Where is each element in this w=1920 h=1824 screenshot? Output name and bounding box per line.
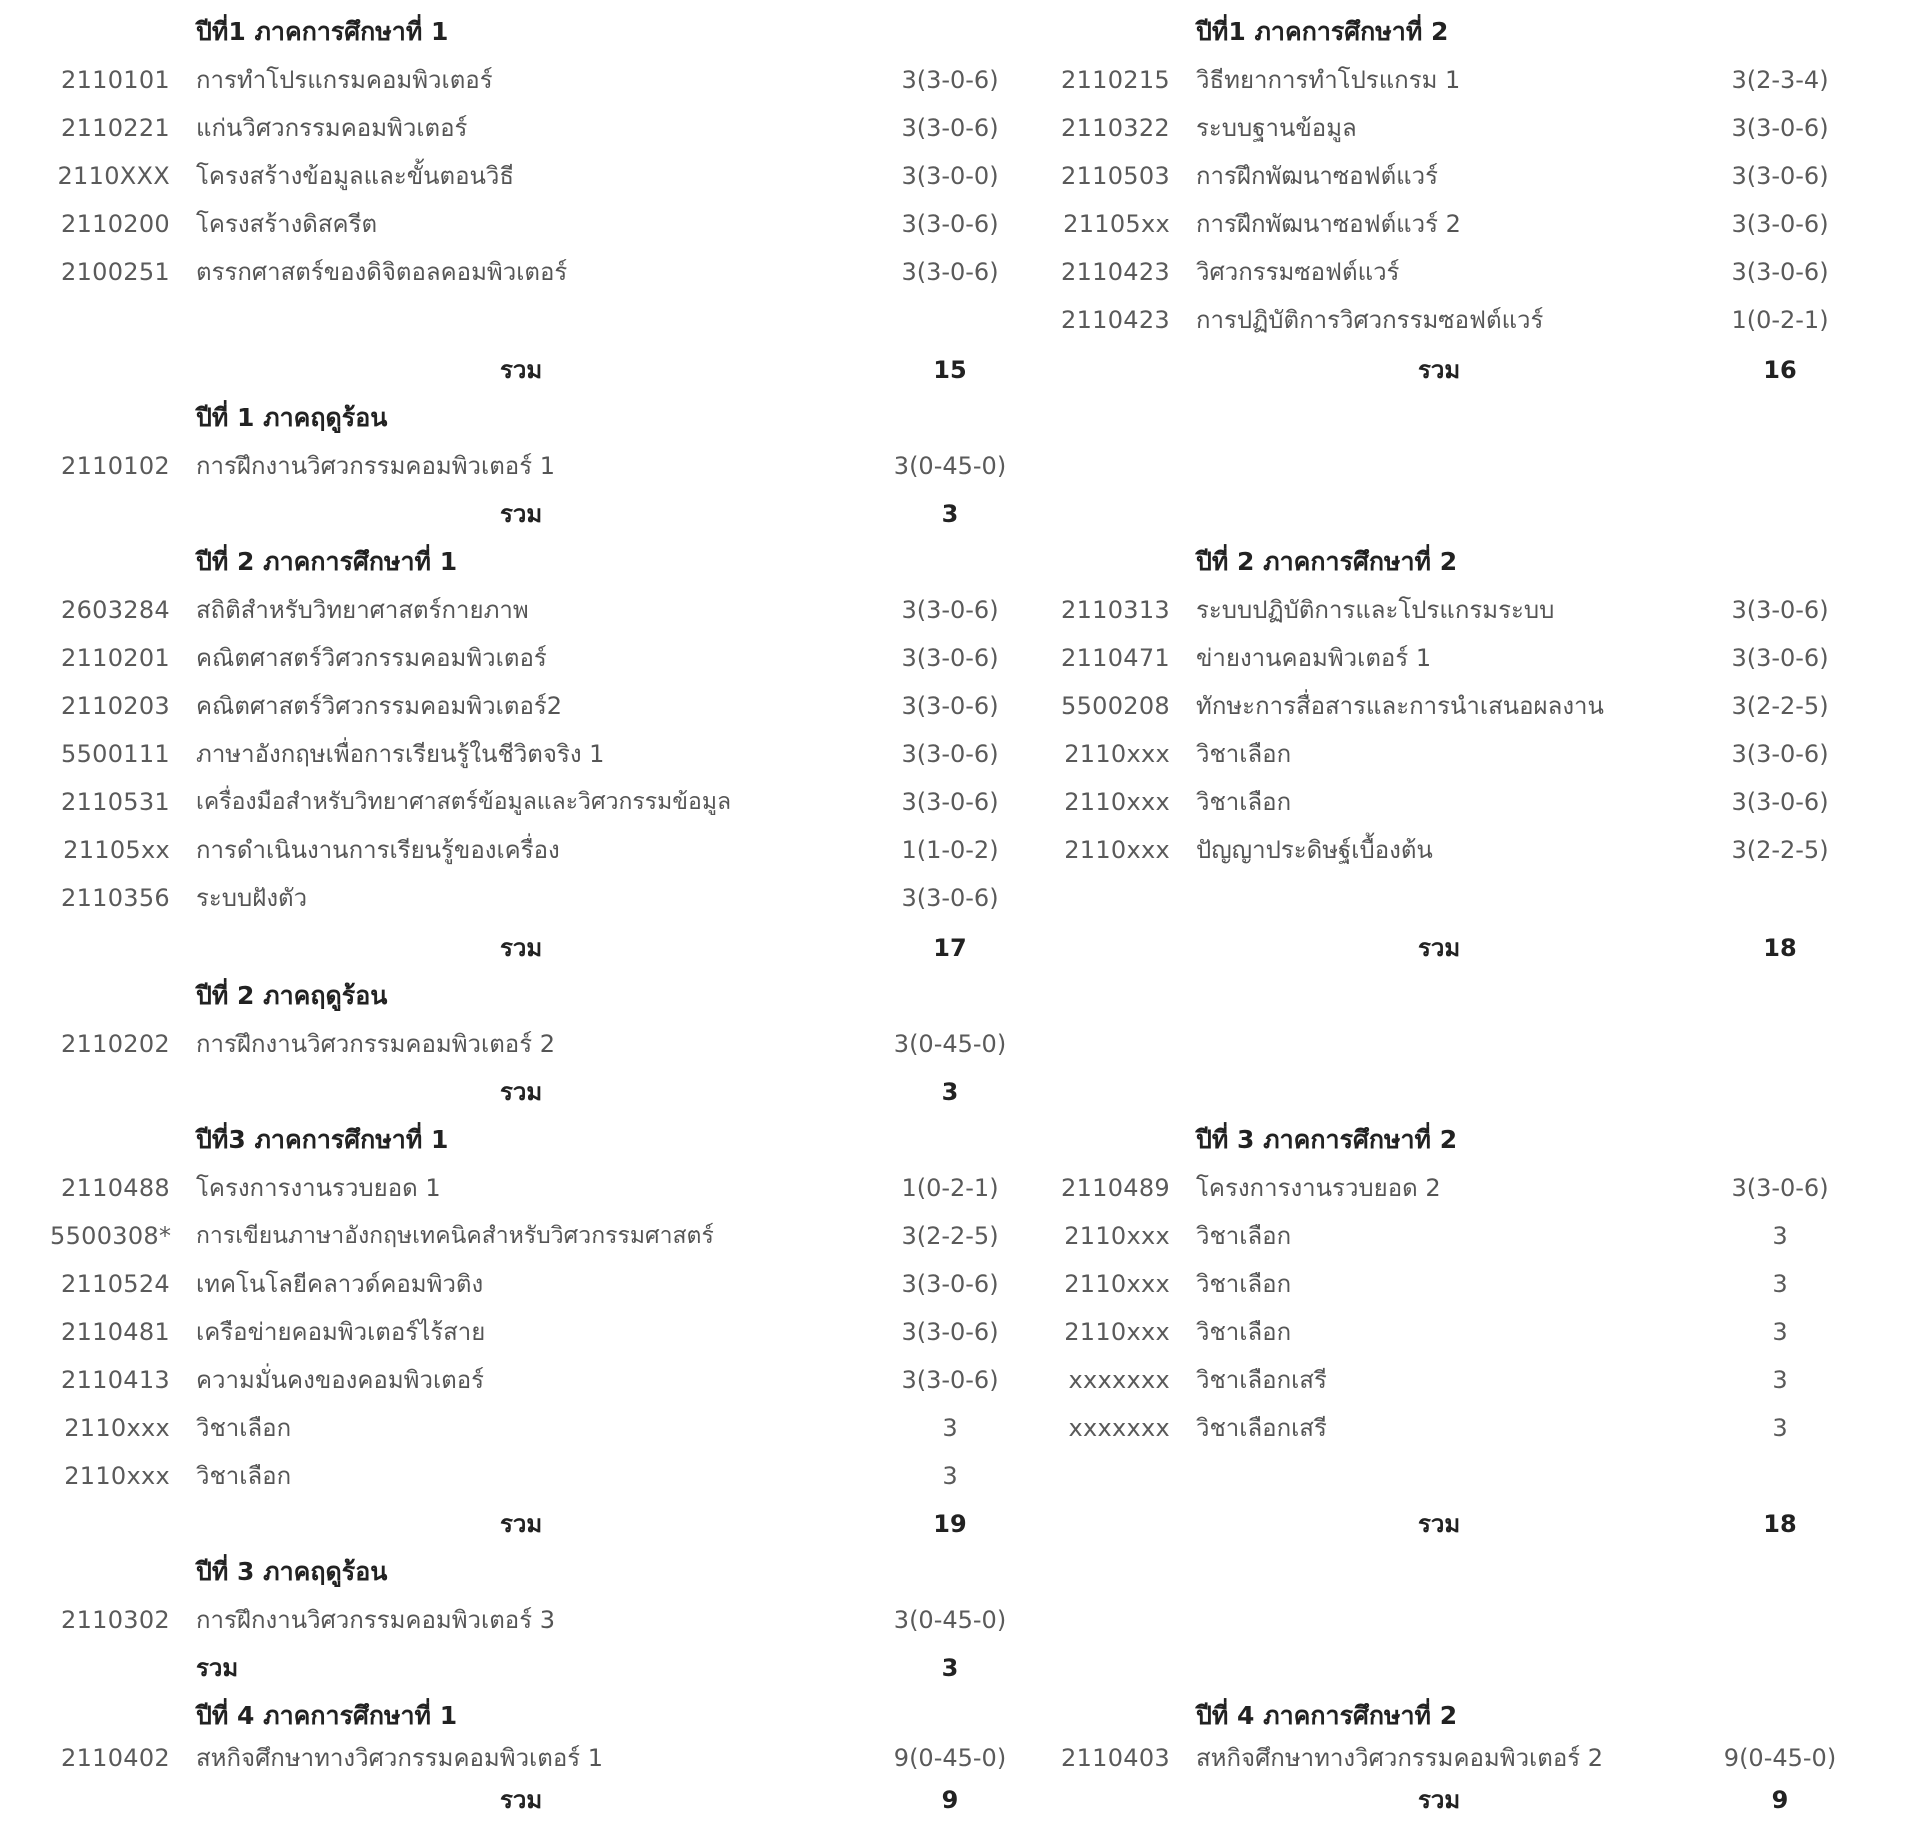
course-row [1000,296,1900,344]
course-credit: 3(0-45-0) [893,1030,1007,1058]
course-code: 2110489 [1061,1174,1170,1202]
course-code: 21105xx [63,836,170,864]
course-name: การเขียนภาษาอังกฤษเทคนิคสำหรับวิศวกรรมศาสตร์ [196,1223,714,1249]
total-value: 19 [933,1510,967,1538]
course-code: 2110471 [1061,644,1170,672]
course-credit: 3(2-2-5) [1731,692,1829,720]
course-code: 2110403 [1061,1744,1170,1772]
course-code: 2110xxx [1064,836,1170,864]
total-label: รวม [196,1654,239,1682]
total-label: รวม [500,1510,543,1538]
total-value: 9 [941,1786,959,1814]
course-credit: 3(3-0-6) [901,258,999,286]
course-row [1000,56,1900,104]
total-value: 9 [1771,1786,1789,1814]
course-row [1000,682,1900,730]
course-name: ข่ายงานคอมพิวเตอร์ 1 [1196,644,1432,672]
course-row [1000,1308,1900,1356]
course-row [0,874,1000,922]
course-credit: 3 [942,1414,958,1442]
course-row [1000,826,1900,874]
course-name: วิชาเลือก [196,1414,292,1442]
course-name: วิชาเลือกเสรี [1196,1366,1327,1394]
course-code: xxxxxxx [1068,1366,1170,1394]
course-row [0,1308,1000,1356]
section-heading: ปีที่ 3 ภาคฤดูร้อน [196,1557,388,1586]
course-code: 2110201 [61,644,170,672]
course-row [0,730,1000,778]
course-row [0,826,1000,874]
course-name: วิชาเลือก [1196,1318,1292,1346]
total-value: 17 [933,934,967,962]
course-credit: 1(1-0-2) [901,836,999,864]
course-credit: 3 [942,1462,958,1490]
section-heading: ปีที่ 2 ภาคการศึกษาที่ 2 [1196,547,1458,576]
course-row [1000,1260,1900,1308]
course-row [0,1452,1000,1500]
course-credit: 3(2-2-5) [1731,836,1829,864]
course-row [0,1734,1007,1782]
section-heading: ปีที่ 4 ภาคการศึกษาที่ 1 [196,1701,458,1730]
course-name: วิศวกรรมซอฟต์แวร์ [1196,258,1400,286]
course-row [0,248,1000,296]
course-credit: 3(3-0-6) [1731,162,1829,190]
course-code: 2110423 [1061,258,1170,286]
course-name: การฝึกพัฒนาซอฟต์แวร์ 2 [1196,210,1461,238]
course-row [1000,104,1900,152]
course-code: 2110xxx [1064,1222,1170,1250]
course-code: 2110xxx [1064,740,1170,768]
course-code: 2603284 [61,596,170,624]
course-name: วิชาเลือก [1196,1270,1292,1298]
total-label: รวม [1418,934,1461,962]
course-name: แก่นวิศวกรรมคอมพิวเตอร์ [196,114,468,142]
course-row [1000,200,1900,248]
course-name: โครงการงานรวบยอด 2 [1196,1174,1441,1202]
course-row [1000,248,1900,296]
course-row [0,1164,1000,1212]
course-code: 2110524 [61,1270,170,1298]
course-code: 2110221 [61,114,170,142]
course-credit: 3(3-0-6) [1731,596,1829,624]
course-name: ระบบปฏิบัติการและโปรแกรมระบบ [1196,596,1555,624]
course-name: การทำโปรแกรมคอมพิวเตอร์ [196,66,493,94]
course-row [0,778,1000,826]
course-credit: 3(3-0-6) [901,66,999,94]
course-credit: 3(3-0-6) [901,210,999,238]
course-row [0,682,1000,730]
course-code: 2110200 [61,210,170,238]
course-credit: 3(3-0-6) [901,692,999,720]
course-row [1000,1404,1900,1452]
course-credit: 9(0-45-0) [1723,1744,1837,1772]
course-name: การฝึกงานวิศวกรรมคอมพิวเตอร์ 3 [196,1606,555,1634]
course-name: ทักษะการสื่อสารและการนำเสนอผลงาน [1196,692,1604,720]
course-code: 5500208 [1061,692,1170,720]
course-name: ภาษาอังกฤษเพื่อการเรียนรู้ในชีวิตจริง 1 [196,740,605,768]
course-credit: 3(3-0-6) [901,740,999,768]
course-name: ระบบฐานข้อมูล [1196,114,1357,142]
course-row [1000,1212,1900,1260]
course-row [0,1020,1007,1068]
course-credit: 3(3-0-6) [1731,114,1829,142]
course-credit: 3(2-2-5) [901,1222,999,1250]
course-credit: 3(3-0-0) [901,162,999,190]
course-row [0,1212,1000,1260]
course-credit: 1(0-2-1) [1731,306,1829,334]
total-value: 15 [933,356,967,384]
total-value: 3 [941,1078,959,1106]
course-name: วิธีทยาการทำโปรแกรม 1 [1196,66,1461,94]
section-heading: ปีที่1 ภาคการศึกษาที่ 1 [196,17,449,46]
course-code: 2110531 [61,788,170,816]
course-name: คณิตศาสตร์วิศวกรรมคอมพิวเตอร์ [196,644,547,672]
course-row [0,586,1000,634]
course-code: 21105xx [1063,210,1170,238]
course-credit: 3(3-0-6) [1731,258,1829,286]
total-value: 3 [941,1654,959,1682]
course-name: เครื่องมือสำหรับวิทยาศาสตร์ข้อมูลและวิศวกรรมข้อมูล [196,789,732,815]
course-name: วิชาเลือก [1196,788,1292,816]
course-credit: 3(2-3-4) [1731,66,1829,94]
section-heading: ปีที่ 1 ภาคฤดูร้อน [196,403,388,432]
course-code: 2110101 [61,66,170,94]
course-name: สหกิจศึกษาทางวิศวกรรมคอมพิวเตอร์ 1 [196,1744,604,1772]
total-label: รวม [500,1078,543,1106]
course-row [0,442,1007,490]
course-credit: 3(3-0-6) [901,884,999,912]
course-row [1000,730,1900,778]
course-credit: 3(3-0-6) [1731,1174,1829,1202]
course-row [0,1596,1007,1644]
course-code: 2110xxx [64,1462,170,1490]
course-code: 2110488 [61,1174,170,1202]
course-code: 2110423 [1061,306,1170,334]
total-label: รวม [500,1786,543,1814]
course-row [1000,778,1900,826]
course-code: 2100251 [61,258,170,286]
course-row [0,1404,1000,1452]
total-label: รวม [1418,356,1461,384]
total-label: รวม [500,356,543,384]
course-code: 2110322 [1061,114,1170,142]
course-row [0,1260,1000,1308]
course-row [1000,1734,1900,1782]
course-row [0,634,1000,682]
course-name: วิชาเลือก [1196,1222,1292,1250]
course-code: 2110202 [61,1030,170,1058]
course-credit: 3(3-0-6) [901,114,999,142]
course-credit: 3(3-0-6) [1731,644,1829,672]
course-row [1000,1164,1900,1212]
course-credit: 3(3-0-6) [1731,740,1829,768]
course-code: 2110xxx [1064,788,1170,816]
course-credit: 3 [1772,1414,1788,1442]
course-code: 2110481 [61,1318,170,1346]
total-value: 16 [1763,356,1797,384]
course-credit: 3(3-0-6) [901,644,999,672]
course-credit: 3 [1772,1222,1788,1250]
course-code: 2110xxx [64,1414,170,1442]
course-code: 2110102 [61,452,170,480]
course-name: วิชาเลือกเสรี [1196,1414,1327,1442]
course-row [0,104,1000,152]
section-heading: ปีที่ 3 ภาคการศึกษาที่ 2 [1196,1125,1458,1154]
course-name: โครงสร้างดิสครีต [196,210,378,238]
total-label: รวม [1418,1510,1461,1538]
course-code: 2110413 [61,1366,170,1394]
section-heading: ปีที่ 2 ภาคการศึกษาที่ 1 [196,547,458,576]
course-name: ปัญญาประดิษฐ์เบื้องต้น [1196,836,1433,864]
section-heading: ปีที่ 4 ภาคการศึกษาที่ 2 [1196,1701,1458,1730]
course-credit: 3(0-45-0) [893,452,1007,480]
total-value: 18 [1763,1510,1797,1538]
course-row [1000,634,1900,682]
total-label: รวม [500,934,543,962]
section-heading: ปีที่ 2 ภาคฤดูร้อน [196,981,388,1010]
course-name: สหกิจศึกษาทางวิศวกรรมคอมพิวเตอร์ 2 [1196,1744,1604,1772]
course-name: ตรรกศาสตร์ของดิจิตอลคอมพิวเตอร์ [196,258,568,286]
course-name: โครงการงานรวบยอด 1 [196,1174,441,1202]
course-name: การดำเนินงานการเรียนรู้ของเครื่อง [196,836,560,864]
course-credit: 1(0-2-1) [901,1174,999,1202]
course-name: วิชาเลือก [1196,740,1292,768]
course-name: การฝึกงานวิศวกรรมคอมพิวเตอร์ 1 [196,452,555,480]
course-row [1000,152,1900,200]
total-value: 3 [941,500,959,528]
course-row [0,56,1000,104]
course-name: คณิตศาสตร์วิศวกรรมคอมพิวเตอร์2 [196,692,563,720]
course-code: 2110356 [61,884,170,912]
course-code: 5500308* [50,1222,172,1250]
course-credit: 3(3-0-6) [1731,788,1829,816]
course-name: ความมั่นคงของคอมพิวเตอร์ [196,1366,485,1394]
course-code: 2110xxx [1064,1318,1170,1346]
course-row [0,200,1000,248]
course-code: 2110503 [1061,162,1170,190]
course-credit: 3 [1772,1318,1788,1346]
course-row [0,1356,1000,1404]
total-label: รวม [1418,1786,1461,1814]
course-row [1000,1356,1900,1404]
course-row [1000,586,1900,634]
course-credit: 3 [1772,1366,1788,1394]
course-credit: 3(3-0-6) [901,1270,999,1298]
course-name: ระบบฝังตัว [196,884,308,912]
course-name: เทคโนโลยีคลาวด์คอมพิวติง [196,1270,484,1298]
section-heading: ปีที่1 ภาคการศึกษาที่ 2 [1196,17,1449,46]
course-credit: 3(3-0-6) [901,788,999,816]
course-code: 5500111 [61,740,170,768]
course-credit: 3 [1772,1270,1788,1298]
course-name: การปฏิบัติการวิศวกรรมซอฟต์แวร์ [1196,306,1544,334]
course-name: สถิติสำหรับวิทยาศาสตร์กายภาพ [196,596,529,624]
course-code: 2110302 [61,1606,170,1634]
course-credit: 3(3-0-6) [901,596,999,624]
course-credit: 3(3-0-6) [901,1366,999,1394]
course-credit: 3(0-45-0) [893,1606,1007,1634]
course-code: 2110203 [61,692,170,720]
course-code: xxxxxxx [1068,1414,1170,1442]
course-credit: 3(3-0-6) [1731,210,1829,238]
course-code: 2110313 [1061,596,1170,624]
course-name: การฝึกงานวิศวกรรมคอมพิวเตอร์ 2 [196,1030,555,1058]
total-label: รวม [500,500,543,528]
section-heading: ปีที่3 ภาคการศึกษาที่ 1 [196,1125,449,1154]
course-credit: 3(3-0-6) [901,1318,999,1346]
course-row [0,152,1000,200]
course-code: 2110XXX [57,162,170,190]
course-code: 2110215 [1061,66,1170,94]
course-code: 2110xxx [1064,1270,1170,1298]
total-value: 18 [1763,934,1797,962]
course-code: 2110402 [61,1744,170,1772]
course-name: การฝึกพัฒนาซอฟต์แวร์ [1196,162,1438,190]
course-name: วิชาเลือก [196,1462,292,1490]
course-name: โครงสร้างข้อมูลและขั้นตอนวิธี [196,162,515,190]
course-name: เครือข่ายคอมพิวเตอร์ไร้สาย [196,1318,486,1346]
course-credit: 9(0-45-0) [893,1744,1007,1772]
